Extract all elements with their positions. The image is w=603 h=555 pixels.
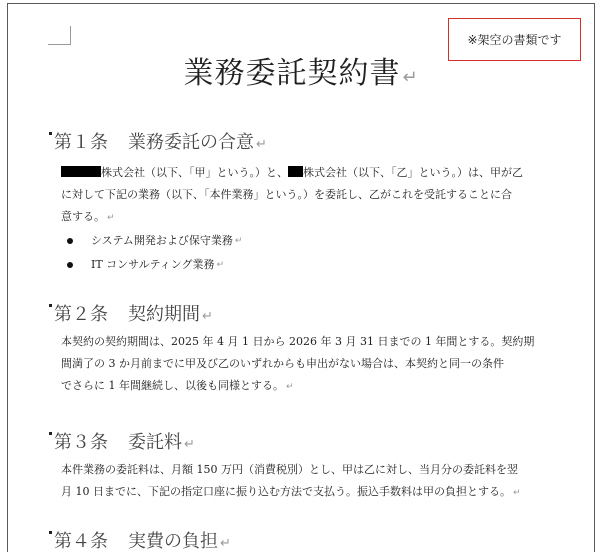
return-mark: ↵ xyxy=(402,67,419,88)
article-2-body xyxy=(61,331,557,398)
document-page xyxy=(7,3,595,552)
margin-corner-mark xyxy=(48,26,71,45)
article-name: 契約期間 xyxy=(128,304,200,325)
para-line: 株式会社（以下、「甲」という。）と、 株式会社（以下、「乙」という。）は、甲が乙 xyxy=(61,162,557,184)
article-3-body xyxy=(61,459,557,504)
return-mark: ↵ xyxy=(107,213,115,223)
article-number: 第３条 xyxy=(54,432,108,453)
heading-marker xyxy=(49,132,52,135)
redaction-bar xyxy=(61,166,101,177)
heading-marker xyxy=(49,432,52,435)
title-text: 業務委託契約書 xyxy=(183,56,401,91)
article-1-heading xyxy=(54,128,267,154)
article-1-bullet-list xyxy=(67,229,547,277)
article-3-heading xyxy=(54,428,195,454)
article-name: 業務委託の合意 xyxy=(128,132,254,153)
return-mark: ↵ xyxy=(286,382,294,392)
para-line: でさらに 1 年間継続し、以後も同様とする。 ↵ xyxy=(61,379,294,392)
article-1-body xyxy=(61,162,557,229)
return-mark: ↵ xyxy=(513,488,521,498)
return-mark: ↵ xyxy=(202,309,213,324)
article-4-heading xyxy=(54,527,231,552)
notice-text: ※架空の書類です xyxy=(467,33,562,47)
article-2-heading xyxy=(54,300,213,326)
para-line: に対して下記の業務（以下、「本件業務」という。）を委託し、乙がこれを受託することに合 xyxy=(61,188,512,201)
list-item: IT コンサルティング業務 ↵ xyxy=(67,253,547,277)
heading-marker xyxy=(49,304,52,307)
bullet-icon xyxy=(67,238,73,244)
article-name: 委託料 xyxy=(128,432,182,453)
para-line: 本件業務の委託料は、月額 150 万円（消費税別）とし、甲は乙に対し、当月分の委託料を翌 xyxy=(61,463,518,476)
article-number: 第２条 xyxy=(54,304,108,325)
list-item: システム開発および保守業務 ↵ xyxy=(67,229,547,253)
redaction-bar xyxy=(288,166,303,177)
return-mark: ↵ xyxy=(220,536,231,551)
return-mark: ↵ xyxy=(216,260,225,270)
article-name: 実費の負担 xyxy=(128,531,218,552)
return-mark: ↵ xyxy=(234,236,243,246)
document-title xyxy=(8,48,594,92)
return-mark: ↵ xyxy=(184,437,195,452)
para-line: 意する。 ↵ xyxy=(61,210,115,223)
article-number: 第４条 xyxy=(54,531,108,552)
bullet-icon xyxy=(67,262,73,268)
return-mark: ↵ xyxy=(256,137,267,152)
para-line: 本契約の契約期間は、2025 年 4 月 1 日から 2026 年 3 月 31 日までの 1 年間とする。契約期 xyxy=(61,335,535,348)
para-line: 月 10 日までに、下記の指定口座に振り込む方法で支払う。振込手数料は甲の負担とする。 ↵ xyxy=(61,485,521,498)
article-number: 第１条 xyxy=(54,132,108,153)
para-line: 間満了の 3 か月前までに甲及び乙のいずれからも申出がない場合は、本契約と同一の条件 xyxy=(61,357,504,370)
heading-marker xyxy=(49,531,52,534)
